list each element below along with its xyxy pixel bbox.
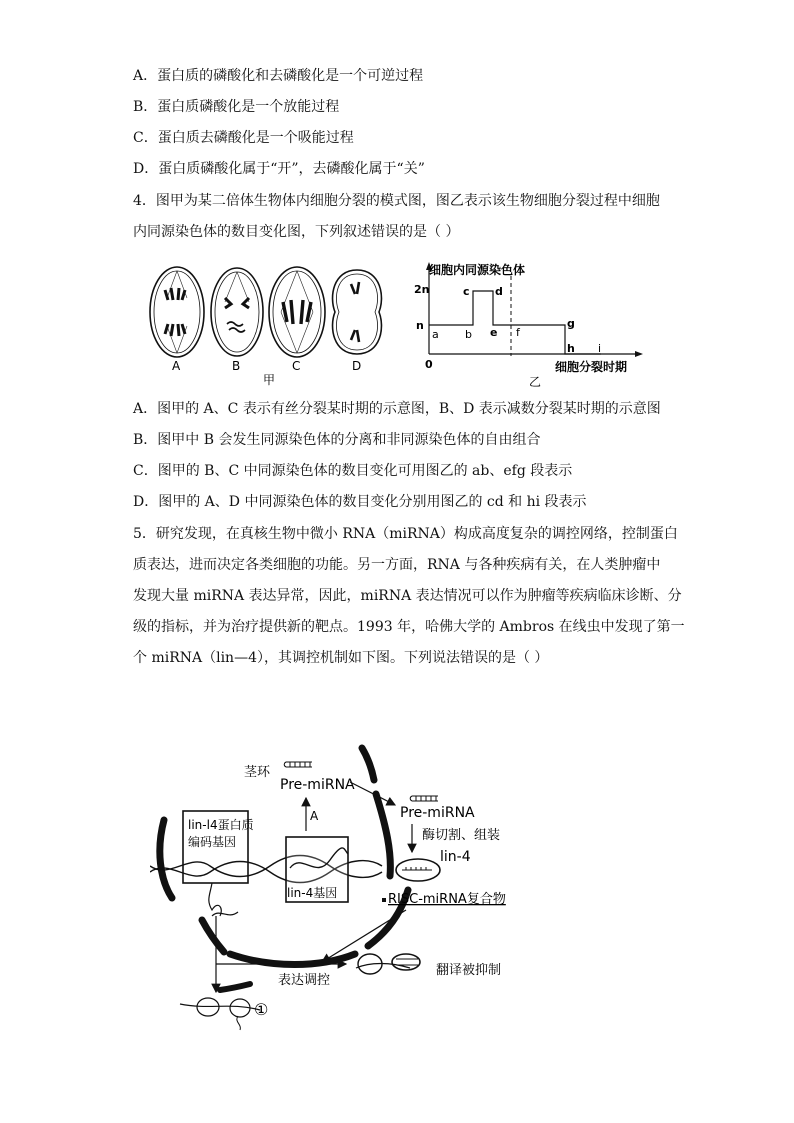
enzyme-step-label: 酶切割、组装 [422,828,501,843]
cell-a-label: A [172,359,181,373]
q3-option-d: D．蛋白质磷酸化属于“开”，去磷酸化属于“关” [133,161,425,177]
point-e: e [490,326,498,339]
arrow-a-label: A [310,809,319,823]
cell-c-label: C [292,359,301,373]
pre-mirna-hairpin-1 [284,762,312,767]
q5-stem-line-2: 质表达，进而决定各类细胞的功能。另一方面，RNA 与各种疾病有关，在人类肿瘤中 [133,557,661,573]
cell-b-label: B [232,359,241,373]
point-i: i [598,342,602,355]
tick-2n: 2n [414,283,430,296]
risc-label: RISC-miRNA复合物 [388,892,506,907]
nuclear-envelope-left-bottom [202,920,224,952]
graph-ylabel: 细胞内同源染色体 [429,263,526,277]
point-a: a [432,328,439,341]
q4-option-d: D．图甲的 A、D 中同源染色体的数目变化分别用图乙的 cd 和 hi 段表示 [133,494,587,510]
figure-yi-caption: 乙 [529,375,542,388]
cell-b-diagram [211,268,263,356]
pre-mirna-label-1: Pre-miRNA [280,777,355,793]
mirna-regulation-diagram [150,740,550,1035]
lin4-label: lin-4 [440,849,471,865]
figure-yi-graph [405,258,650,388]
q5-stem-line-5: 个 miRNA（lin—4），其调控机制如下图。下列说法错误的是（ ） [133,650,549,666]
pre-mirna-label-2: Pre-miRNA [400,805,475,821]
point-b: b [465,328,472,341]
cell-a-diagram [150,267,204,357]
gene1-line1: lin-l4蛋白质 [188,818,254,832]
nuclear-envelope-bottom [230,954,355,965]
cell-c-diagram [269,267,325,357]
q4-option-c: C．图甲的 B、C 中同源染色体的数目变化可用图乙的 ab、efg 段表示 [133,463,573,479]
figure-jia-caption: 甲 [263,373,276,387]
gene1-line2: 编码基因 [188,835,237,849]
point-g: g [567,317,575,330]
q5-stem-line-1: 5．研究发现，在真核生物中微小 RNA（miRNA）构成高度复杂的调控网络，控制蛋白 [133,526,678,542]
graph-curve [429,291,601,354]
origin-label: 0 [425,358,433,371]
point-h: h [567,342,575,355]
inhibited-label: 翻译被抑制 [436,963,502,978]
q4-option-b: B．图甲中 B 会发生同源染色体的分离和非同源染色体的自由组合 [133,432,541,448]
nuclear-envelope-top [362,748,374,780]
q3-option-c: C．蛋白质去磷酸化是一个吸能过程 [133,130,354,146]
gene2-label: lin-4基因 [287,886,338,900]
marker-1: ① [254,1000,269,1019]
q4-stem-line-2: 内同源染色体的数目变化图，下列叙述错误的是（ ） [133,224,460,240]
q3-option-a: A．蛋白质的磷酸化和去磷酸化是一个可逆过程 [133,68,424,84]
q4-option-a: A．图甲的 A、C 表示有丝分裂某时期的示意图，B、D 表示减数分裂某时期的示意图 [133,401,661,417]
figure-jia-cell-division [145,262,395,387]
q3-option-b: B．蛋白质磷酸化是一个放能过程 [133,99,340,115]
q4-stem-line-1: 4．图甲为某二倍体生物体内细胞分裂的模式图，图乙表示该生物细胞分裂过程中细胞 [133,193,660,209]
point-c: c [463,285,470,298]
point-f: f [516,326,520,339]
cell-d-label: D [352,359,362,373]
regulation-label: 表达调控 [278,973,331,988]
tick-n: n [416,319,424,332]
graph-xlabel: 细胞分裂时期 [555,360,628,374]
point-d: d [495,285,503,298]
q5-stem-line-3: 发现大量 miRNA 表达异常，因此，miRNA 表达情况可以作为肿瘤等疾病临床诊断、分 [133,588,682,604]
pre-mirna-hairpin-2 [410,796,438,801]
stem-loop-label: 茎环 [244,765,271,780]
q5-stem-line-4: 级的指标，并为治疗提供新的靶点。1993 年，哈佛大学的 Ambros 在线虫中发现了第一 [133,619,685,635]
cell-d-diagram [333,270,382,354]
nuclear-envelope-left-top [160,820,172,898]
